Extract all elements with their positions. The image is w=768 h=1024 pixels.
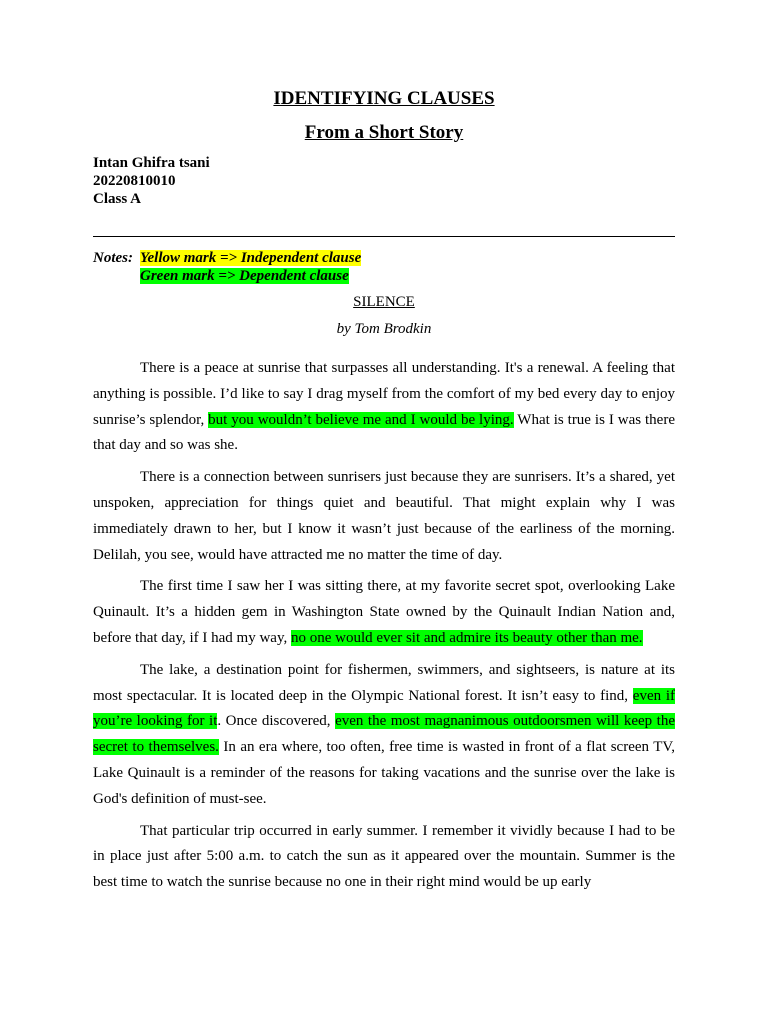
horizontal-divider bbox=[93, 236, 675, 237]
student-id: 20220810010 bbox=[93, 173, 176, 189]
author-name: Intan Ghifra tsani bbox=[93, 155, 210, 171]
class-label: Class A bbox=[93, 191, 141, 207]
dependent-clause: even if you’re looking for it bbox=[93, 687, 675, 730]
legend-yellow: Yellow mark => Independent clause bbox=[140, 250, 362, 266]
notes-label: Notes: bbox=[93, 250, 133, 266]
paragraph: The first time I saw her I was sitting there, at my favorite secret spot, overlooking Lake Quinault. It’s a hidden gem in Washington State owned by the Quinault Indian Nation and, before that day, if I had my way, no one would ever sit and admire its beauty other than me. bbox=[93, 578, 675, 646]
paragraph: That particular trip occurred in early summer. I remember it vividly because I had to be in place just after 5:00 a.m. to catch the sun as it appeared over the mountain. Summer is the best time to watch the sunrise because no one in their right mind would be up early bbox=[93, 822, 675, 891]
document-title: IDENTIFYING CLAUSES bbox=[273, 88, 495, 109]
paragraph: There is a peace at sunrise that surpasses all understanding. It's a renewal. A feeling that anything is possible. I’d like to say I drag myself from the comfort of my bed every day to enjoy sunrise’s splendor, but you wouldn’t believe me and I would be lying. What is true is I was there that day and so was she. bbox=[93, 360, 675, 454]
paragraph: There is a connection between sunrisers just because they are sunrisers. It’s a shared, yet unspoken, appreciation for things quiet and beautiful. That might explain why I was immediately drawn to her, but I know it wasn’t just because of the earliness of the morning. Delilah, you see, would have attracted me no matter the time of day. bbox=[93, 469, 675, 563]
story-title: SILENCE bbox=[353, 294, 415, 310]
author-block bbox=[93, 154, 210, 208]
document-subtitle: From a Short Story bbox=[304, 122, 464, 143]
dependent-clause: but you wouldn’t believe me and I would be lying. bbox=[208, 411, 514, 428]
story-byline: by Tom Brodkin bbox=[336, 321, 432, 337]
story-body bbox=[93, 356, 675, 902]
paragraph: The lake, a destination point for fishermen, swimmers, and sightseers, is nature at its most spectacular. It is located deep in the Olympic National forest. It isn’t easy to find, even if you’re looking for it. Once discovered, even the most magnanimous outdoorsmen will keep the secret to themselves. In an era where, too often, free time is wasted in front of a flat screen TV, Lake Quinault is a reminder of the reasons for taking vacations and the sunrise over the lake is God's definition of must-see. bbox=[93, 661, 676, 807]
dependent-clause: even the most magnanimous outdoorsmen will keep the secret to themselves. bbox=[93, 713, 675, 756]
notes-legend bbox=[93, 249, 361, 285]
dependent-clause: no one would ever sit and admire its beauty other than me. bbox=[290, 629, 643, 646]
legend-green: Green mark => Dependent clause bbox=[140, 268, 349, 284]
